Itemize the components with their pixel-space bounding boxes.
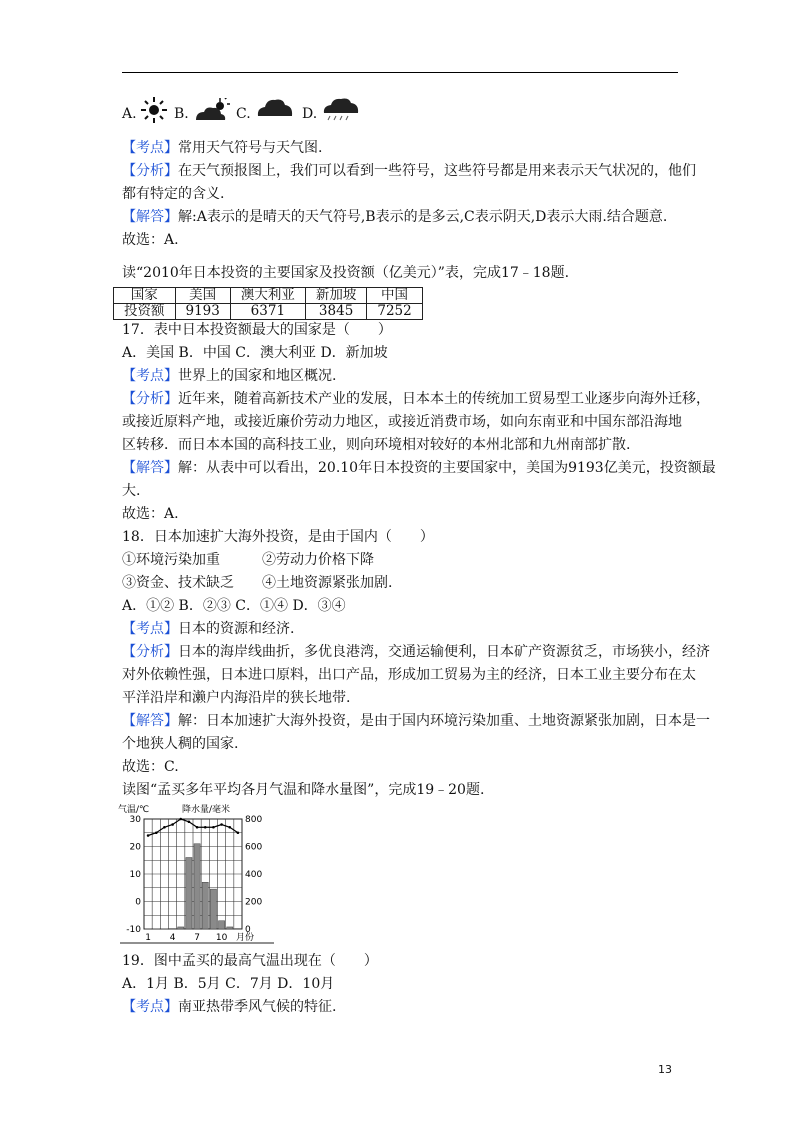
jieda-tag: 【解答】 xyxy=(122,460,178,476)
temperature-point xyxy=(220,823,223,826)
temperature-point xyxy=(228,826,231,829)
fenxi-tag: 【分析】 xyxy=(122,391,178,407)
left-tick-label: 10 xyxy=(129,870,141,880)
question-stem: 17．表中日本投资额最大的国家是（ ） xyxy=(122,322,392,338)
intro-17-18: 读“2010年日本投资的主要国家及投资额（亿美元）”表，完成17﹣18题. xyxy=(122,265,570,281)
climate-chart xyxy=(118,803,278,945)
table-header-row xyxy=(114,288,423,304)
temperature-point xyxy=(163,826,166,829)
right-tick-label: 800 xyxy=(245,815,263,825)
choice-item: ③资金、技术缺乏 xyxy=(122,575,234,591)
q16-explanation xyxy=(122,137,696,252)
fenxi-tag: 【分析】 xyxy=(122,644,178,660)
kaodian-text: 世界上的国家和地区概况. xyxy=(178,368,337,384)
fenxi-text-cont: 对外依赖性强，日本进口原料，出口产品，形成加工贸易为主的经济，日本工业主要分布在太 xyxy=(122,667,696,683)
precip-bar xyxy=(178,927,184,929)
kaodian-text: 南亚热带季风气候的特征. xyxy=(178,999,337,1015)
jieda-text: 解：从表中可以看出，20.10年日本投资的主要国家中，美国为9193亿美元，投资额最 xyxy=(178,460,716,476)
table-cell: 中国 xyxy=(367,288,422,304)
precip-bar xyxy=(210,889,216,929)
temperature-point xyxy=(188,820,191,823)
left-tick-label: 20 xyxy=(129,842,141,853)
right-tick-label: 200 xyxy=(245,897,263,908)
temperature-point xyxy=(237,831,240,834)
left-tick-label: 0 xyxy=(135,897,141,908)
x-tick-label: 1 xyxy=(145,933,151,943)
answer-text: 故选：A. xyxy=(122,506,179,522)
question-stem: 19．图中孟买的最高气温出现在（ ） xyxy=(122,953,378,969)
kaodian-text: 常用天气符号与天气图. xyxy=(178,140,323,156)
question-stem: 18．日本加速扩大海外投资，是由于国内（ ） xyxy=(122,529,434,545)
jieda-tag: 【解答】 xyxy=(122,209,178,225)
q19-block xyxy=(122,950,682,1019)
choice-item: ②劳动力价格下降 xyxy=(262,552,374,568)
fenxi-text-cont: 都有特定的含义. xyxy=(122,186,225,202)
x-tick-label: 7 xyxy=(194,933,200,943)
question-options: A．美国 B．中国 C．澳大利亚 D．新加坡 xyxy=(122,345,388,361)
fenxi-text-cont: 区转移．而日本本国的高科技工业，则向环境相对较好的本州北部和九州南部扩散. xyxy=(122,437,631,453)
table-cell: 国家 xyxy=(114,288,176,304)
fenxi-text: 近年来，随着高新技术产业的发展，日本本土的传统加工贸易型工业逐步向海外迁移， xyxy=(178,391,710,407)
heavy-rain-icon xyxy=(322,96,360,124)
temperature-point xyxy=(171,823,174,826)
left-axis-label: 气温/℃ xyxy=(118,805,150,815)
right-tick-label: 600 xyxy=(245,842,263,853)
temperature-point xyxy=(204,826,207,829)
x-tick-label: 4 xyxy=(169,933,176,943)
table-row xyxy=(114,304,423,320)
x-axis-label: 月份 xyxy=(236,933,255,943)
jieda-text: 解：日本加速扩大海外投资，是由于国内环境污染加重、土地资源紧张加剧，日本是一 xyxy=(178,713,710,729)
question-options: A．1月 B．5月 C．7月 D．10月 xyxy=(122,976,335,992)
table-cell: 投资额 xyxy=(114,304,176,320)
choice-item: ①环境污染加重 xyxy=(122,552,220,568)
temperature-point xyxy=(155,831,158,834)
temperature-point xyxy=(147,834,150,837)
overcast-icon xyxy=(256,96,294,118)
jieda-text-cont: 个地狭人稠的国家. xyxy=(122,736,239,752)
precip-bar xyxy=(219,921,225,929)
q18-block xyxy=(122,526,710,779)
left-tick-label: 30 xyxy=(129,815,141,825)
temperature-point xyxy=(212,826,215,829)
precip-bar xyxy=(186,858,192,930)
temperature-point xyxy=(179,818,182,821)
option-d-label: D. xyxy=(302,106,318,122)
fenxi-text-cont: 或接近原料产地，或接近廉价劳动力地区，或接近消费市场，如向东南亚和中国东部沿海地 xyxy=(122,414,682,430)
right-tick-label: 400 xyxy=(245,870,263,880)
fenxi-text: 在天气预报图上，我们可以看到一些符号，这些符号都是用来表示天气状况的，他们 xyxy=(178,163,696,179)
fenxi-text: 日本的海岸线曲折，多优良港湾，交通运输便利，日本矿产资源贫乏，市场狭小，经济 xyxy=(178,644,710,660)
table-cell: 9193 xyxy=(175,304,230,320)
answer-text: 故选：A. xyxy=(122,232,179,248)
kaodian-text: 日本的资源和经济. xyxy=(178,621,295,637)
choice-item: ④土地资源紧张加剧. xyxy=(262,575,393,591)
left-tick-label: -10 xyxy=(126,925,141,935)
investment-table xyxy=(113,287,423,320)
table-cell: 澳大利亚 xyxy=(230,288,305,304)
intro-19-20: 读图“孟买多年平均各月气温和降水量图”，完成19﹣20题. xyxy=(122,782,485,798)
table-cell: 美国 xyxy=(175,288,230,304)
right-tick-label: 0 xyxy=(245,925,251,935)
right-axis-label: 降水量/毫米 xyxy=(182,805,231,815)
jieda-tag: 【解答】 xyxy=(122,713,178,729)
option-b-label: B. xyxy=(174,106,189,122)
fenxi-tag: 【分析】 xyxy=(122,163,178,179)
table-cell: 新加坡 xyxy=(305,288,367,304)
jieda-text: 解:A表示的是晴天的天气符号,B表示的是多云,C表示阴天,D表示大雨.结合题意. xyxy=(178,209,668,225)
q17-block xyxy=(122,319,716,526)
header-rule xyxy=(122,72,678,73)
precip-bar xyxy=(194,844,200,929)
precip-bar xyxy=(227,927,233,929)
option-c-label: C. xyxy=(236,106,251,122)
precip-bar xyxy=(202,882,208,929)
kaodian-tag: 【考点】 xyxy=(122,140,178,156)
table-cell: 7252 xyxy=(367,304,422,320)
x-tick-label: 10 xyxy=(215,933,228,943)
kaodian-tag: 【考点】 xyxy=(122,999,178,1015)
kaodian-tag: 【考点】 xyxy=(122,621,178,637)
option-a-label: A. xyxy=(122,106,137,122)
q16-options xyxy=(122,96,682,126)
table-cell: 6371 xyxy=(230,304,305,320)
table-cell: 3845 xyxy=(305,304,367,320)
answer-text: 故选：C. xyxy=(122,759,179,775)
fenxi-text-cont: 平洋沿岸和濑户内海沿岸的狭长地带. xyxy=(122,690,351,706)
jieda-text-cont: 大. xyxy=(122,483,141,499)
partly-cloudy-icon xyxy=(194,98,230,122)
question-options: A．①② B．②③ C．①④ D．③④ xyxy=(122,598,346,614)
page-number: 13 xyxy=(658,1063,672,1076)
kaodian-tag: 【考点】 xyxy=(122,368,178,384)
temperature-point xyxy=(196,826,199,829)
sun-icon xyxy=(140,96,168,124)
